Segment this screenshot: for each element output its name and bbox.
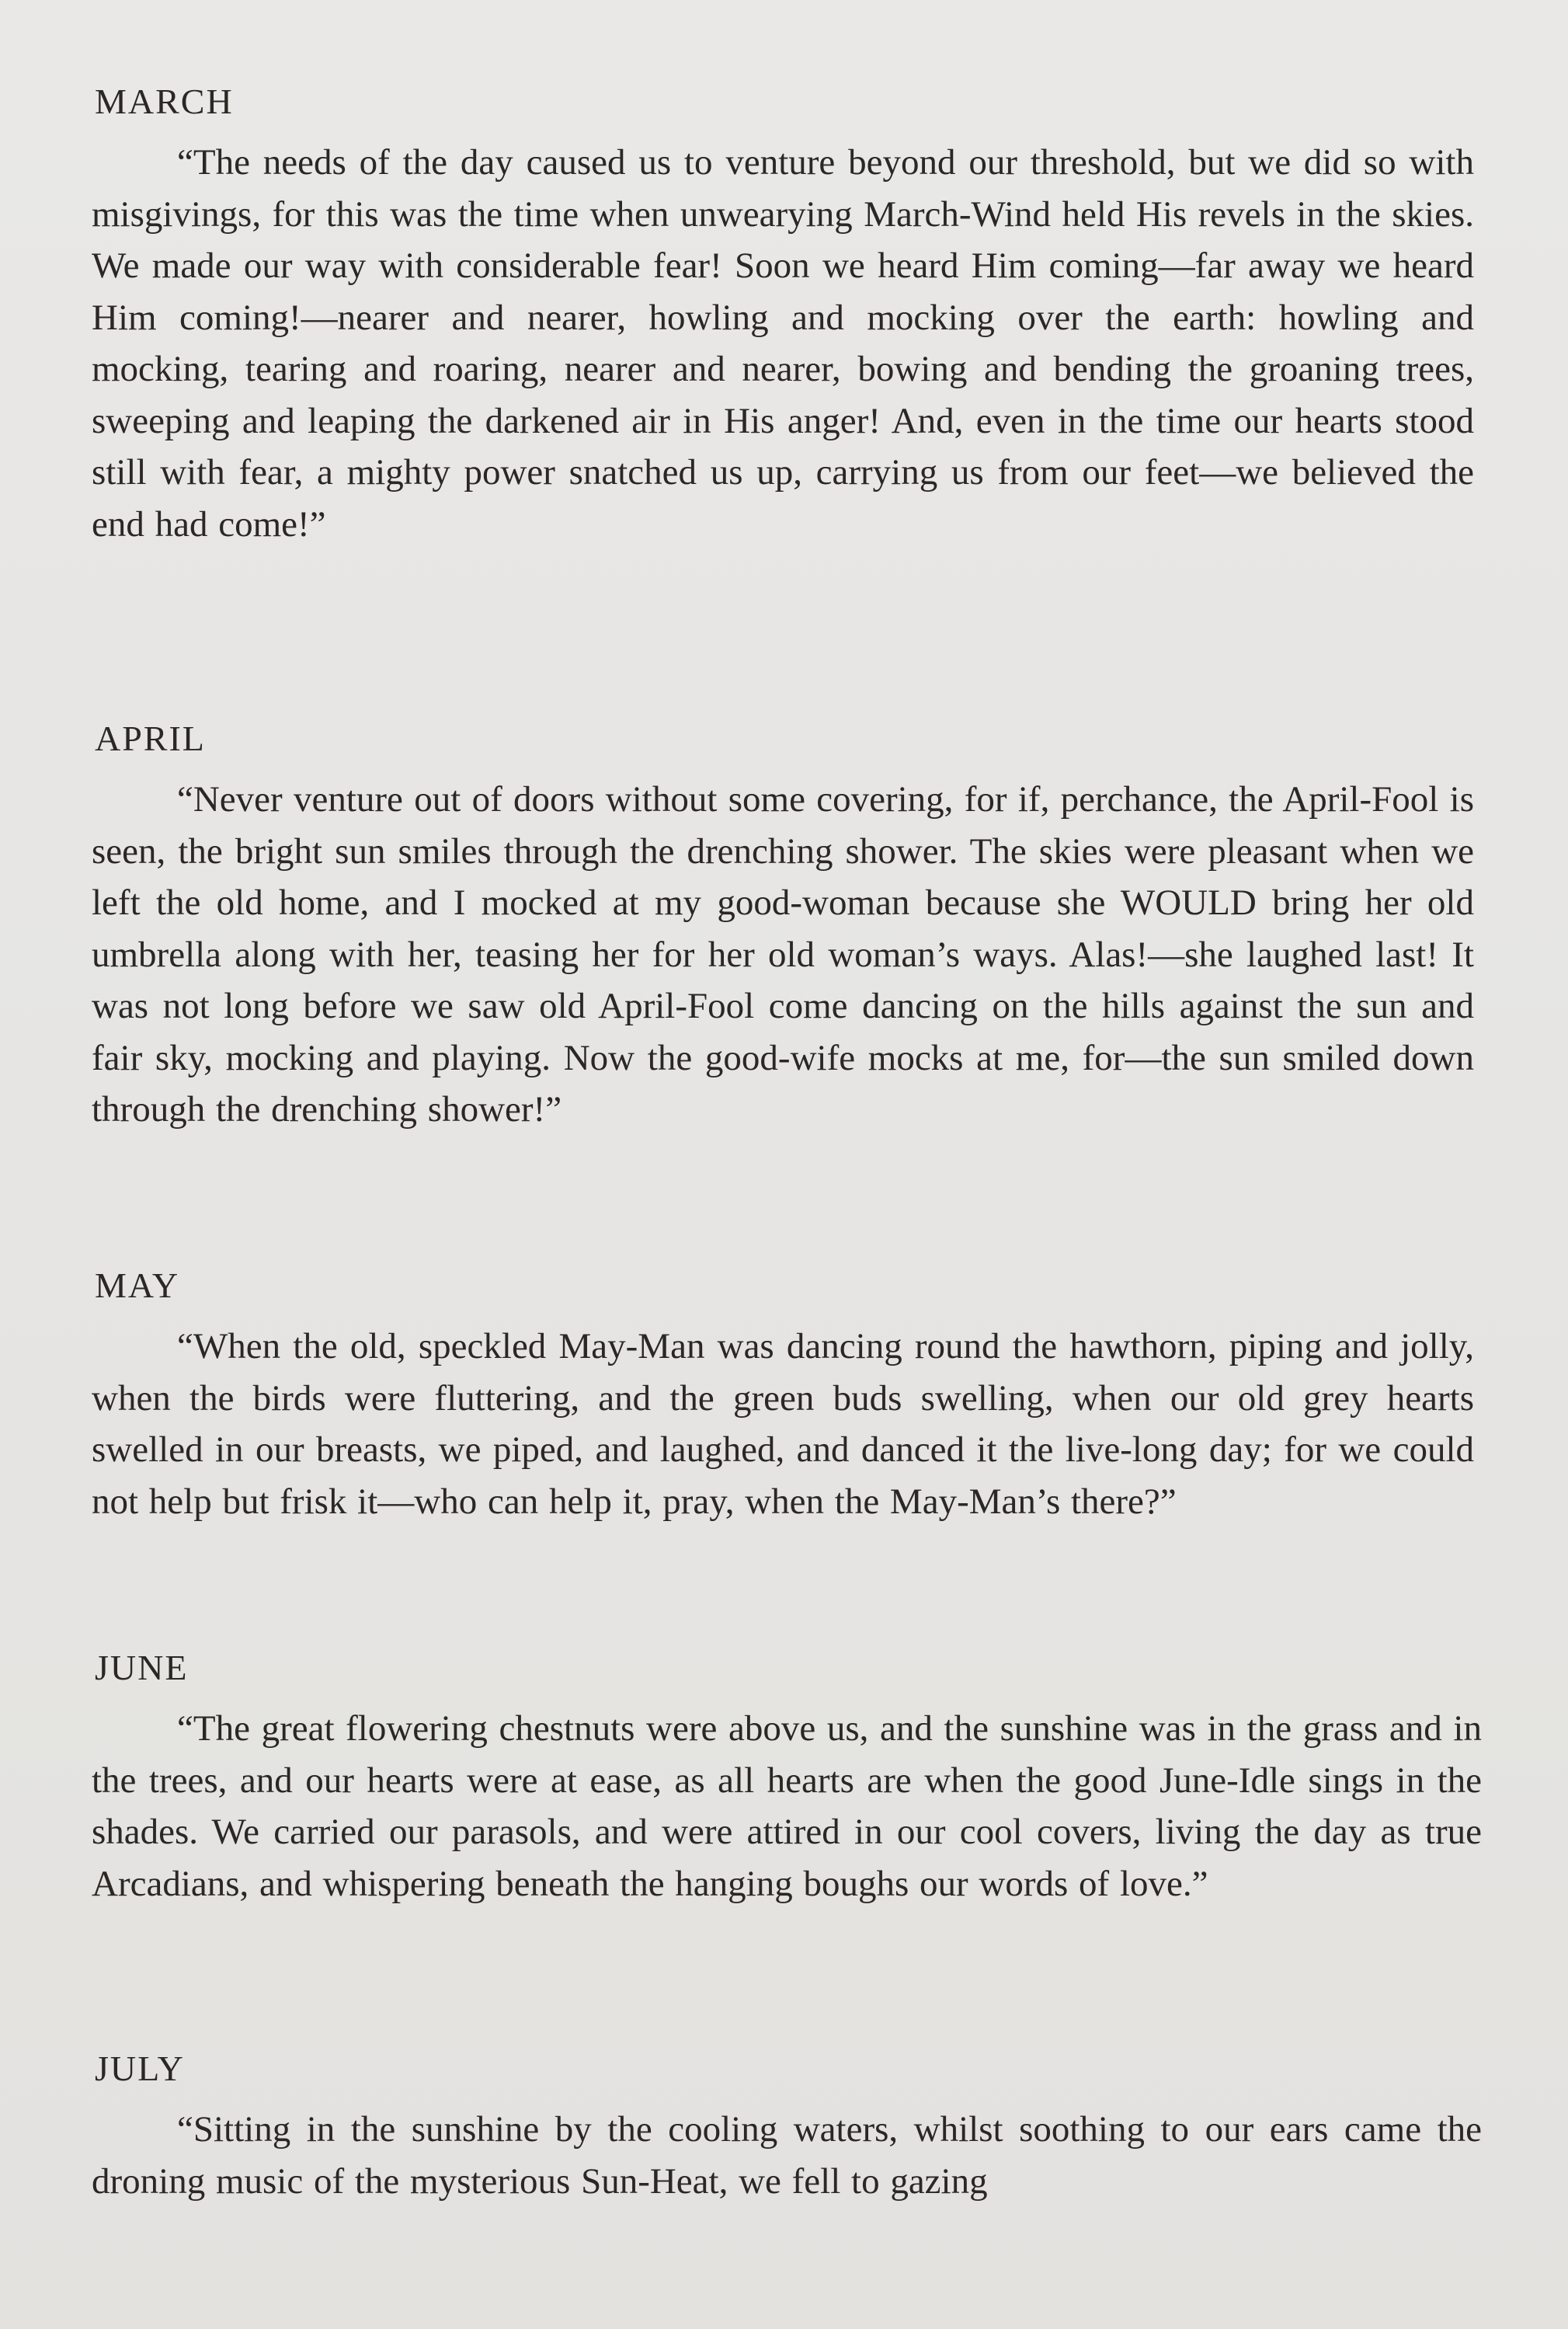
section-heading: APRIL bbox=[95, 719, 206, 758]
section-paragraph: “Never venture out of doors without some covering, for if, perchance, the April-Fool is seen, the bright sun smiles through the drenching shower. The skies were pleasant when we left the old home, and I mocked at my good-woman because she WOULD bring her old umbrella along with her, teasing her for her old woman’s ways. Alas!—she laughed last! It was not long before we saw old April-Fool come dancing on the hills against the sun and fair sky, mocking and playing. Now the good-wife mocks at me, for—the sun smiled down through the drenching shower!” bbox=[92, 779, 1474, 1130]
section-paragraph: “The needs of the day caused us to venture beyond our threshold, but we did so with misgivings, for this was the time when unwearying March-Wind held His revels in the skies. We made our way with considerable fear! Soon we heard Him coming—far away we heard Him coming!—nearer and nearer, howling and mocking over the earth: howling and mocking, tearing and roaring, nearer and nearer, bowing and bending the groaning trees, sweeping and leaping the darkened air in His anger! And, even in the time our hearts stood still with fear, a mighty power snatched us up, carrying us from our feet—we believed the end had come!” bbox=[92, 142, 1474, 545]
section-heading: MAY bbox=[95, 1265, 180, 1305]
section-july bbox=[92, 2051, 1482, 2207]
section-paragraph: “When the old, speckled May-Man was dancing round the hawthorn, piping and jolly, when the birds were fluttering, and the green buds swelling, when our old grey hearts swelled in our breasts, we piped, and laughed, and danced it the live-long day; for we could not help but frisk it—who can help it, pray, when the May-Man’s there?” bbox=[92, 1326, 1474, 1522]
section-heading: JUNE bbox=[95, 1648, 189, 1687]
section-june bbox=[92, 1650, 1482, 1910]
section-paragraph: “The great flowering chestnuts were above us, and the sunshine was in the grass and in the trees, and our hearts were at ease, as all hearts are when the good June-Idle sings in the shades. We carried our parasols, and were attired in our cool covers, living the day as true Arcadians, and whispering beneath the hanging boughs our words of love.” bbox=[92, 1708, 1482, 1904]
section-heading: JULY bbox=[95, 2049, 185, 2088]
section-may bbox=[92, 1265, 1474, 1527]
section-april bbox=[92, 721, 1474, 1136]
section-paragraph: “Sitting in the sunshine by the cooling waters, whilst soothing to our ears came the droning music of the mysterious Sun-Heat, we fell to gazing bbox=[92, 2109, 1482, 2202]
section-heading: MARCH bbox=[95, 82, 234, 121]
section-march bbox=[92, 84, 1474, 550]
